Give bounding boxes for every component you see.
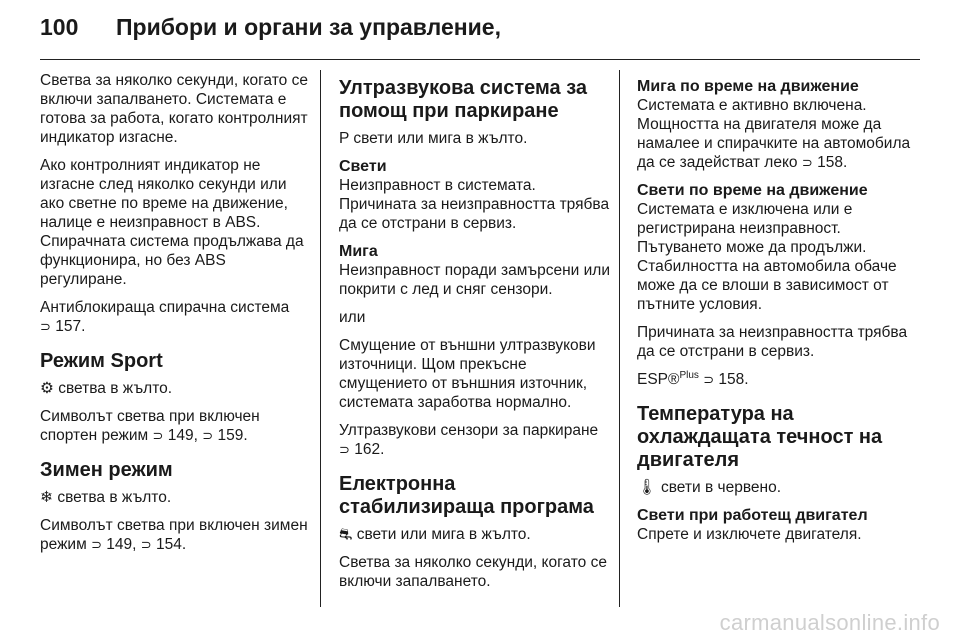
column-divider-1 [320,70,321,607]
winter-title: Зимен режим [40,459,173,481]
esp-status: ⛐ свети или мига в жълто. [339,526,531,543]
parking-status: P свети или мига в жълто. [339,130,528,147]
sport-status: ⚙ светва в жълто. [40,380,173,397]
ref-arrow-icon: ⊃ [152,428,164,443]
parking-on-text: Неизправност в системата. Причината за неизправността трябва да се отстрани в сервиз. [339,177,610,232]
abs-paragraph-1: Светва за няколко секунди, когато се включи запалването. Системата е готова за работа, когато контролният индикатор изгасне. [40,72,308,146]
winter-text: Символът светва при включен зимен режим ⊃ 149, ⊃ 154. [40,517,308,553]
abs-ref: 157. [55,318,86,335]
parking-flash-title: Мига [339,243,378,260]
winter-status: ❄ светва в жълто. [40,489,172,506]
interference-text: Смущение от външни ултразвукови източници. Щом прекъсне смущението от външния източник, системата заработва нормално. [339,337,596,411]
sport-icon: ⚙ [40,380,54,397]
engine-running-title: Свети при работещ двигател [637,507,868,524]
thermometer-icon: 🌡 [637,479,657,496]
ref-arrow-icon: ⊃ [801,155,813,170]
parking-flash-text: Неизправност поради замърсени или покрити с лед и сняг сензори. [339,262,610,298]
page-title: Прибори и органи за управление, [116,14,501,40]
parking-icon: P [339,130,350,147]
esp-on-title: Свети по време на движение [637,182,868,199]
abs-paragraph-2: Ако контролният индикатор не изгасне след няколко секунди или ако светне по време на движение, налице е неизправност в ABS. Спирачната система продължава да функционира, но без ABS регулиране. [40,157,304,288]
header-rule [40,59,920,60]
sport-text: Символът светва при включен спортен режим ⊃ 149, ⊃ 159. [40,408,260,444]
esp-cause-text: Причината за неизправността трябва да се отстрани в сервиз. [637,324,908,360]
esp-text: Светва за няколко секунди, когато се включи запалването. [339,554,607,590]
esp-plus-ref: ESP®$^{Plus}$ ⊃ 158. [637,369,749,388]
page-number: 100 [40,14,79,40]
parking-title: Ултразвукова система за помощ при паркиране [339,77,588,122]
column-2 [339,71,611,600]
esp-on-text: Системата е изключена или е регистрирана неизправност. Пътуването може да продължи. Стабилността на автомобила обаче може да се влоши в зависимост от пътните условия. [637,201,897,313]
page-header [40,14,501,41]
ref-arrow-icon: ⊃ [703,372,715,387]
coolant-title: Температура на охлаждащата течност на двигателя [637,403,883,471]
snowflake-icon: ❄ [40,489,53,506]
column-3 [637,71,919,553]
ref-arrow-icon: ⊃ [40,319,51,334]
parking-on-title: Свети [339,158,387,175]
sport-title: Режим Sport [40,350,163,372]
esp-flash-text: Системата е активно включена. Мощността на двигателя може да намалее и спирачките на автомобила да се задействат леко ⊃ 158. [637,97,911,171]
esp-icon: ⛐ [339,526,353,543]
ref-arrow-icon: ⊃ [91,537,102,552]
esp-title: Електронна стабилизираща програма [339,473,594,518]
coolant-status: 🌡 свети в червено. [637,479,782,496]
abs-paragraph-3: Антиблокираща спирачна система ⊃ 157. [40,299,290,335]
ref-arrow-icon: ⊃ [202,428,214,443]
sensors-text: Ултразвукови сензори за паркиране ⊃ 162. [339,422,599,458]
column-divider-2 [619,70,620,607]
or-text: или [339,309,366,326]
esp-flash-title: Мига по време на движение [637,78,859,95]
column-1 [40,71,312,563]
ref-arrow-icon: ⊃ [140,537,152,552]
watermark: carmanualsonline.info [719,610,940,635]
ref-arrow-icon: ⊃ [339,442,350,457]
engine-running-text: Спрете и изключете двигателя. [637,526,862,543]
